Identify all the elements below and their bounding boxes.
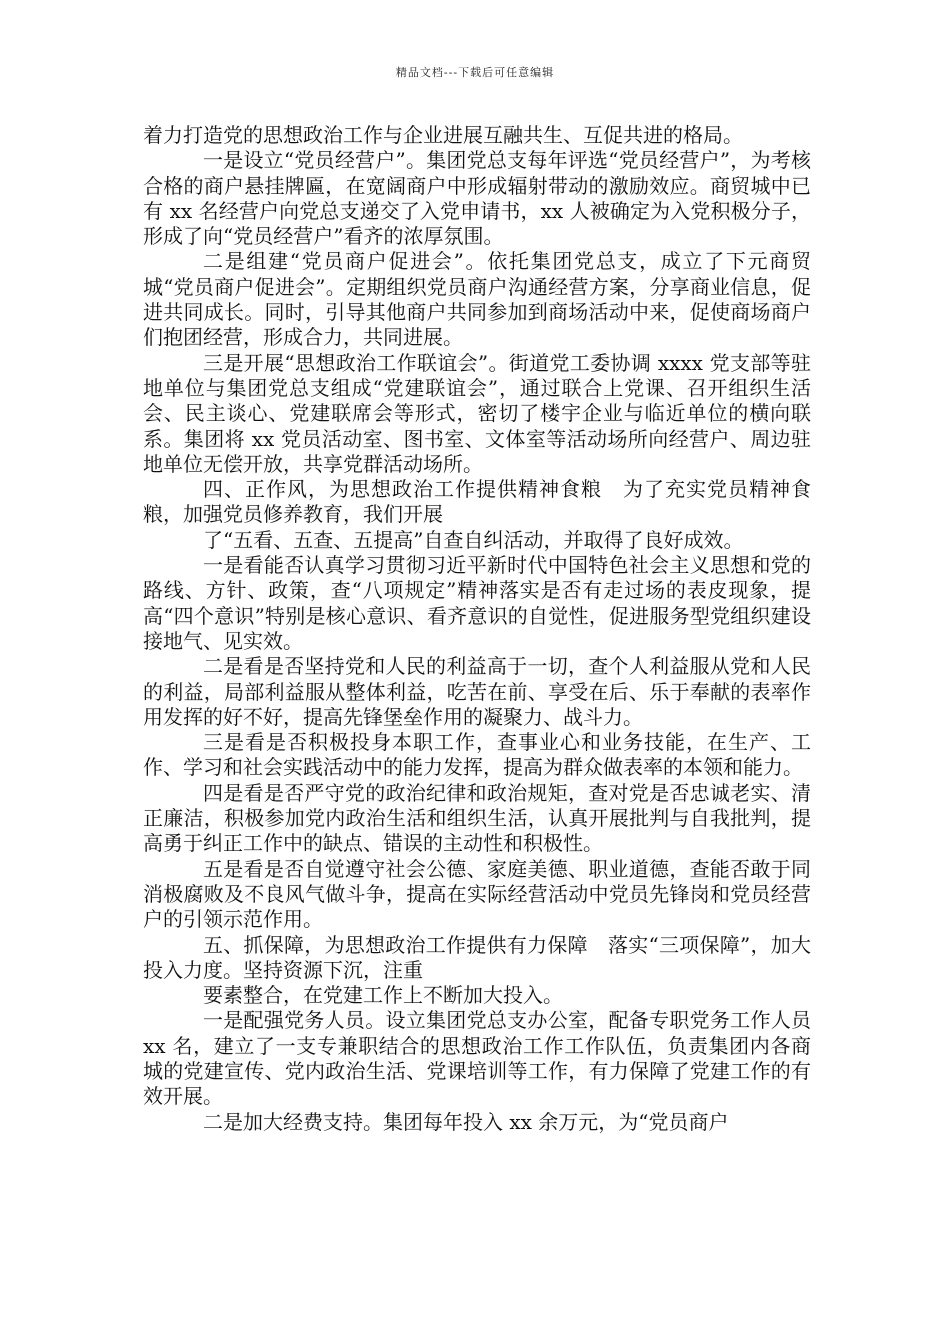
- paragraph: 二是看是否坚持党和人民的利益高于一切，查个人利益服从党和人民的利益，局部利益服从整体利益，吃苦在前、享受在后、乐于奉献的表率作用发挥的好不好，提高先锋堡垒作用的凝聚力、战斗力。: [143, 654, 811, 729]
- paragraph: 五、抓保障，为思想政治工作提供有力保障 落实“三项保障”，加大投入力度。坚持资源下沉，注重: [143, 932, 811, 982]
- paragraph: 五是看是否自觉遵守社会公德、家庭美德、职业道德，查能否敢于同消极腐败及不良风气做斗争，提高在实际经营活动中党员先锋岗和党员经营户的引领示范作用。: [143, 856, 811, 932]
- paragraph: 三是看是否积极投身本职工作，查事业心和业务技能，在生产、工作、学习和社会实践活动中的能力发挥，提高为群众做表率的本领和能力。: [143, 730, 811, 780]
- document-body: [143, 123, 811, 1135]
- page-header: 精品文档---下载后可任意编辑: [395, 66, 555, 79]
- paragraph: 三是开展“思想政治工作联谊会”。街道党工委协调 xxxx 党支部等驻地单位与集团党总支组成“党建联谊会”，通过联合上党课、召开组织生活会、民主谈心、党建联席会等形式，密切了楼宇企业与临近单位的横向联系。集团将 xx 党员活动室、图书室、文体室等活动场所向经营户、周边驻地单位无偿开放，共享党群活动场所。: [143, 350, 811, 476]
- paragraph: 一是配强党务人员。设立集团党总支办公室，配备专职党务工作人员 xx 名，建立了一支专兼职结合的思想政治工作工作队伍，负责集团内各商城的党建宣传、党内政治生活、党课培训等工作，有力保障了党建工作的有效开展。: [143, 1008, 811, 1109]
- paragraph: 着力打造党的思想政治工作与企业进展互融共生、互促共进的格局。: [143, 123, 743, 147]
- paragraph: 要素整合，在党建工作上不断加大投入。: [203, 983, 563, 1008]
- paragraph: 了“五看、五查、五提高”自查自纠活动，并取得了良好成效。: [203, 527, 744, 552]
- paragraph: 四、正作风，为思想政治工作提供精神食粮 为了充实党员精神食粮，加强党员修养教育，我们开展: [143, 477, 811, 527]
- paragraph: 一是设立“党员经营户”。集团党总支每年评选“党员经营户”，为考核合格的商户悬挂牌匾，在宽阔商户中形成辐射带动的激励效应。商贸城中已有 xx 名经营户向党总支递交了入党申请书，xx 人被确定为入党积极分子，形成了向“党员经营户”看齐的浓厚氛围。: [143, 148, 811, 249]
- paragraph: 二是加大经费支持。集团每年投入 xx 余万元，为“党员商户: [203, 1109, 729, 1134]
- paragraph: 一是看能否认真学习贯彻习近平新时代中国特色社会主义思想和党的路线、方针、政策，查“八项规定”精神落实是否有走过场的表皮现象，提高“四个意识”特别是核心意识、看齐意识的自觉性，促进服务型党组织建设接地气、见实效。: [143, 553, 811, 653]
- paragraph: 四是看是否严守党的政治纪律和政治规矩，查对党是否忠诚老实、清正廉洁，积极参加党内政治生活和组织生活，认真开展批判与自我批判，提高勇于纠正工作中的缺点、错误的主动性和积极性。: [143, 780, 811, 856]
- paragraph: 二是组建“党员商户促进会”。依托集团党总支，成立了下元商贸城“党员商户促进会”。定期组织党员商户沟通经营方案，分享商业信息，促进共同成长。同时，引导其他商户共同参加到商场活动中来，促使商场商户们抱团经营，形成合力，共同进展。: [143, 249, 811, 350]
